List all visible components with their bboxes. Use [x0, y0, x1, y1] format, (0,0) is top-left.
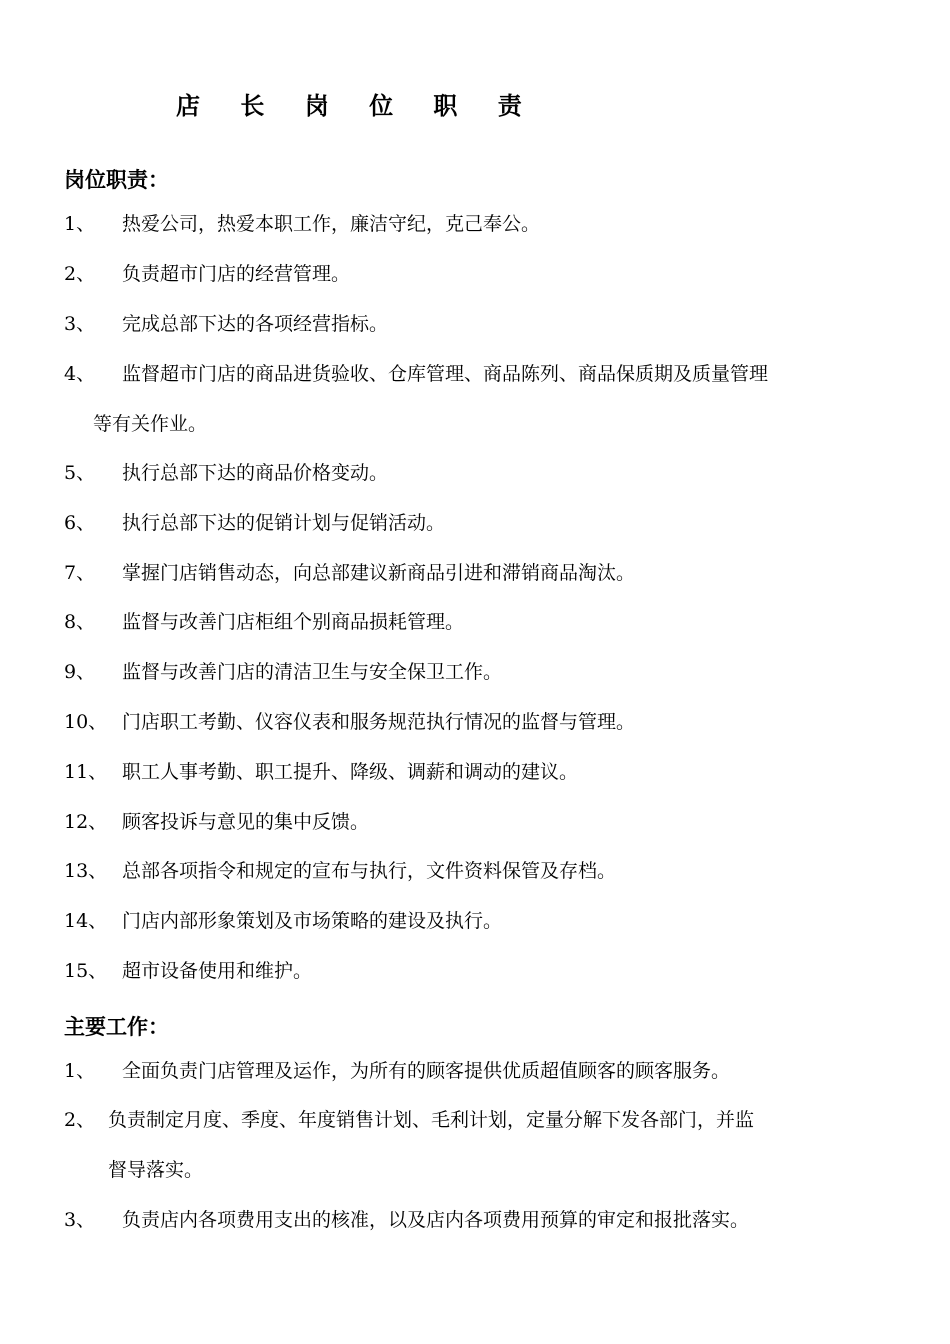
item-number: 3、 — [64, 1209, 96, 1231]
item-number: 2、 — [64, 1109, 96, 1131]
item-number: 6、 — [64, 512, 96, 534]
item-number: 12、 — [64, 811, 108, 833]
item-text: 门店职工考勤、仪容仪表和服务规范执行情况的监督与管理。 — [122, 711, 636, 733]
item-text: 完成总部下达的各项经营指标。 — [122, 313, 389, 335]
item-number: 10、 — [64, 711, 108, 733]
item-text: 超市设备使用和维护。 — [122, 960, 313, 982]
item-text: 负责制定月度、季度、年度销售计划、毛利计划，定量分解下发各部门，并监 — [108, 1109, 755, 1131]
item-text: 顾客投诉与意见的集中反馈。 — [122, 811, 370, 833]
section-heading-duties: 岗位职责： — [64, 167, 169, 192]
item-number: 1、 — [64, 213, 96, 235]
item-number: 1、 — [64, 1060, 96, 1082]
item-text: 热爱公司，热爱本职工作，廉洁守纪，克己奉公。 — [122, 213, 541, 235]
item-number: 8、 — [64, 611, 96, 633]
item-number: 13、 — [64, 860, 108, 882]
item-text-continuation: 等有关作业。 — [93, 413, 208, 435]
item-text: 监督与改善门店柜组个别商品损耗管理。 — [122, 611, 465, 633]
item-number: 9、 — [64, 661, 96, 683]
item-text-continuation: 督导落实。 — [108, 1159, 204, 1181]
item-text: 执行总部下达的促销计划与促销活动。 — [122, 512, 446, 534]
item-text: 执行总部下达的商品价格变动。 — [122, 462, 389, 484]
item-number: 11、 — [64, 761, 108, 783]
item-text: 职工人事考勤、职工提升、降级、调薪和调动的建议。 — [122, 761, 579, 783]
item-number: 5、 — [64, 462, 96, 484]
section-heading-main-work: 主要工作： — [64, 1014, 169, 1039]
item-number: 7、 — [64, 562, 96, 584]
item-text: 监督与改善门店的清洁卫生与安全保卫工作。 — [122, 661, 503, 683]
item-text: 门店内部形象策划及市场策略的建设及执行。 — [122, 910, 503, 932]
item-text: 全面负责门店管理及运作，为所有的顾客提供优质超值顾客的顾客服务。 — [122, 1060, 731, 1082]
item-text: 掌握门店销售动态，向总部建议新商品引进和滞销商品淘汰。 — [122, 562, 636, 584]
item-text: 负责店内各项费用支出的核准，以及店内各项费用预算的审定和报批落实。 — [122, 1209, 750, 1231]
page-title: 店 长 岗 位 职 责 — [176, 91, 538, 120]
item-number: 15、 — [64, 960, 108, 982]
item-number: 3、 — [64, 313, 96, 335]
item-number: 14、 — [64, 910, 108, 932]
item-number: 4、 — [64, 363, 96, 385]
item-text: 负责超市门店的经营管理。 — [122, 263, 351, 285]
item-text: 总部各项指令和规定的宣布与执行，文件资料保管及存档。 — [122, 860, 617, 882]
item-text: 监督超市门店的商品进货验收、仓库管理、商品陈列、商品保质期及质量管理 — [122, 363, 769, 385]
item-number: 2、 — [64, 263, 96, 285]
